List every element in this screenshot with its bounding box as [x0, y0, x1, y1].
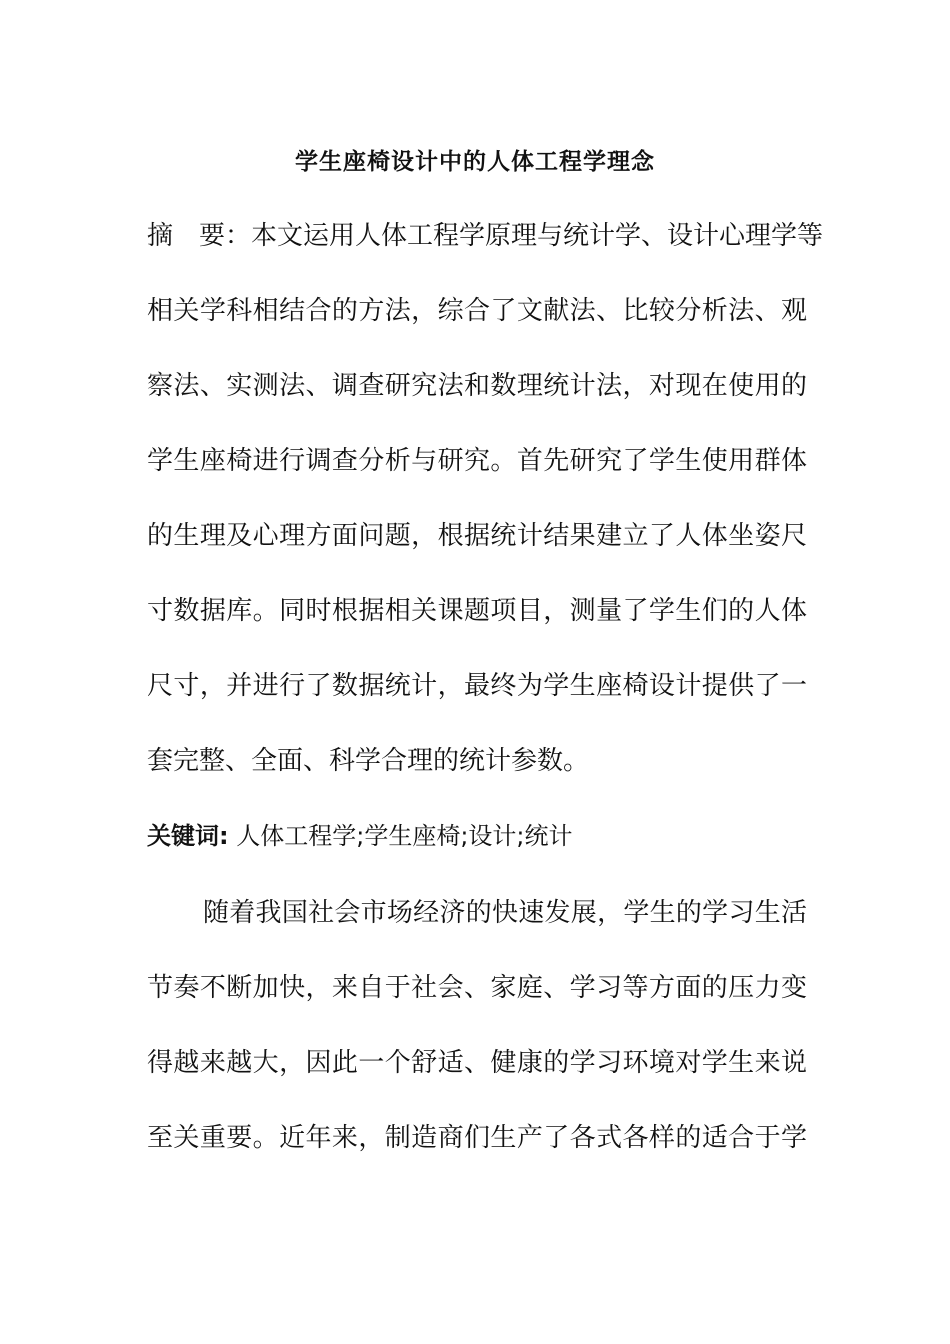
abstract-line-6: 寸数据库。同时根据相关课题项目，测量了学生们的人体	[147, 596, 807, 626]
keywords-label: 关键词:	[147, 822, 229, 850]
abstract-line-2: 相关学科相结合的方法，综合了文献法、比较分析法、观	[147, 296, 807, 326]
body-line-1: 随着我国社会市场经济的快速发展，学生的学习生活	[203, 898, 807, 928]
abstract-line-1: 摘 要：本文运用人体工程学原理与统计学、设计心理学等	[147, 221, 824, 251]
body-line-2: 节奏不断加快，来自于社会、家庭、学习等方面的压力变	[147, 973, 807, 1003]
abstract-line-5: 的生理及心理方面问题，根据统计结果建立了人体坐姿尺	[147, 521, 807, 551]
document-title: 学生座椅设计中的人体工程学理念	[295, 148, 655, 175]
body-line-4: 至关重要。近年来，制造商们生产了各式各样的适合于学	[147, 1123, 807, 1153]
abstract-line-7: 尺寸，并进行了数据统计，最终为学生座椅设计提供了一	[147, 671, 807, 701]
body-line-3: 得越来越大，因此一个舒适、健康的学习环境对学生来说	[147, 1048, 807, 1078]
abstract-line-3: 察法、实测法、调查研究法和数理统计法，对现在使用的	[147, 371, 807, 401]
keywords-line	[147, 819, 807, 853]
keywords-text: 人体工程学;学生座椅;设计;统计	[228, 822, 573, 850]
abstract-line-8: 套完整、全面、科学合理的统计参数。	[147, 746, 590, 776]
abstract-line-4: 学生座椅进行调查分析与研究。首先研究了学生使用群体	[147, 446, 807, 476]
